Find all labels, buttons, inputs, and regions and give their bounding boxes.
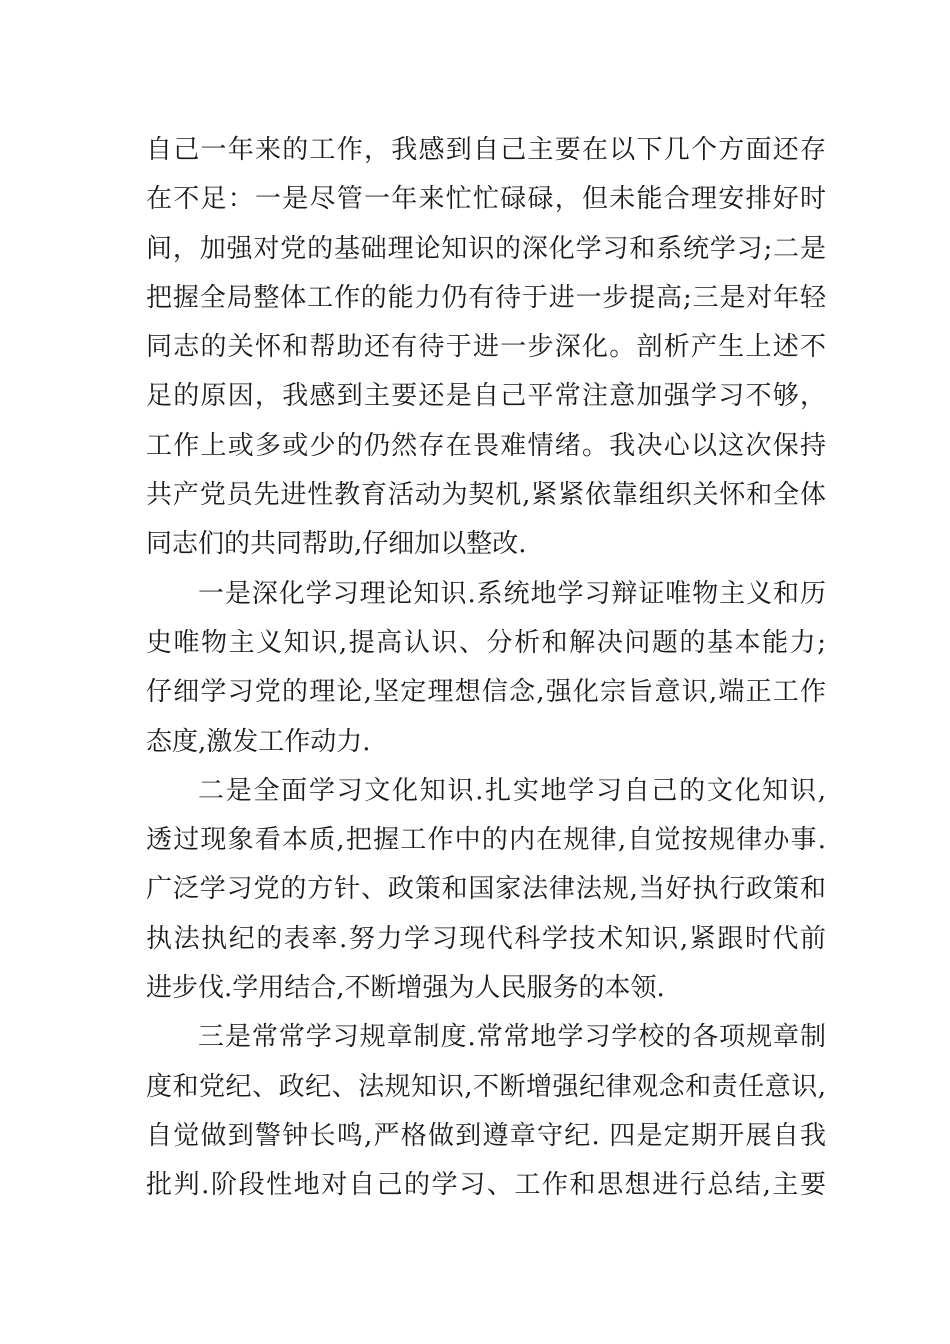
text-line: 批判.阶段性地对自己的学习、工作和思想进行总结,主要 xyxy=(146,1170,826,1201)
text-line: 广泛学习党的方针、政策和国家法律法规,当好执行政策和 xyxy=(146,874,826,905)
paragraph-2 xyxy=(146,570,826,767)
text-line: 仔细学习党的理论,坚定理想信念,强化宗旨意识,端正工作 xyxy=(146,677,826,708)
text-line: 透过现象看本质,把握工作中的内在规律,自觉按规律办事. xyxy=(146,825,826,856)
text-line: 自己一年来的工作，我感到自己主要在以下几个方面还存 xyxy=(146,135,826,165)
text-line: 三是常常学习规章制度.常常地学习学校的各项规章制 xyxy=(198,1022,826,1053)
text-line: 工作上或多或少的仍然存在畏难情绪。我决心以这次保持 xyxy=(146,430,826,461)
text-line: 同志的关怀和帮助还有待于进一步深化。剖析产生上述不 xyxy=(146,332,826,363)
text-line: 二是全面学习文化知识.扎实地学习自己的文化知识, xyxy=(198,775,826,806)
paragraph-1 xyxy=(146,126,826,570)
text-line: 足的原因，我感到主要还是自己平常注意加强学习不够， xyxy=(146,381,826,412)
text-line: 自觉做到警钟长鸣,严格做到遵章守纪. 四是定期开展自我 xyxy=(146,1120,826,1151)
text-line: 执法执纪的表率.努力学习现代科学技术知识,紧跟时代前 xyxy=(146,923,826,954)
text-line: 间，加强对党的基础理论知识的深化学习和系统学习;二是 xyxy=(146,233,826,264)
text-line: 在不足：一是尽管一年来忙忙碌碌，但未能合理安排好时 xyxy=(146,184,826,215)
text-line: 度和党纪、政纪、法规知识,不断增强纪律观念和责任意识, xyxy=(146,1071,826,1102)
text-line: 共产党员先进性教育活动为契机,紧紧依靠组织关怀和全体 xyxy=(146,480,826,511)
text-line: 进步伐.学用结合,不断增强为人民服务的本领. xyxy=(146,973,665,1004)
text-line: 把握全局整体工作的能力仍有待于进一步提高;三是对年轻 xyxy=(146,282,826,313)
paragraph-3 xyxy=(146,767,826,1013)
text-line: 一是深化学习理论知识.系统地学习辩证唯物主义和历 xyxy=(198,578,826,609)
text-line: 史唯物主义知识,提高认识、分析和解决问题的基本能力; xyxy=(146,627,826,658)
text-line: 态度,激发工作动力. xyxy=(146,726,371,757)
text-line: 同志们的共同帮助,仔细加以整改. xyxy=(146,529,527,560)
document-body xyxy=(146,126,826,1211)
paragraph-4 xyxy=(146,1013,826,1210)
